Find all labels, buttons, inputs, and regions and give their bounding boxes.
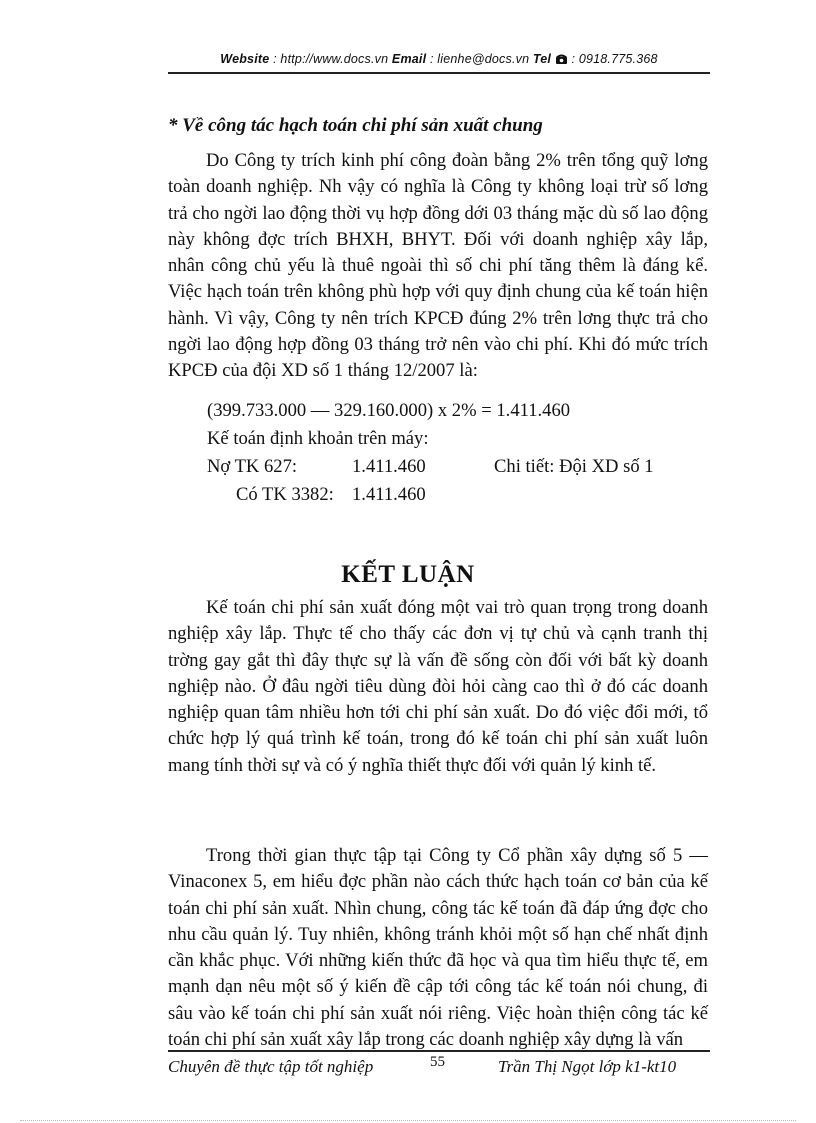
header-divider: [168, 72, 710, 74]
debit-entry: [207, 456, 654, 478]
website-value: : http://www.docs.vn: [269, 52, 392, 66]
footer-divider: [168, 1050, 710, 1052]
credit-account: Có TK 3382:: [236, 484, 334, 505]
page-bottom-border: [20, 1120, 796, 1121]
debit-amount: 1.411.460: [352, 456, 426, 477]
phone-icon: [555, 53, 568, 68]
formula-calculation: [207, 400, 570, 422]
formula-intro: [207, 428, 429, 450]
tel-value: : 0918.775.368: [567, 52, 658, 66]
footer-left-text: Chuyên đề thực tập tốt nghiệp: [168, 1057, 374, 1076]
email-label: Email: [391, 52, 427, 66]
paragraph-overhead-cost: Do Công ty trích kinh phí công đoàn bằng 2% trên tổng quỹ lơng toàn doanh nghiệp. Nh vậy có nghĩa là Công ty không loại trừ số lơng trả cho ngời lao động thời vụ hợp đồng dới 03 tháng mặc dù số lao động này không đợc trích BHXH, BHYT. Đối với doanh nghiệp xây lắp, nhân công chủ yếu là thuê ngoài thì số chi phí tăng thêm là đáng kể. Việc hạch toán trên không phù hợp với quy định chung của kế toán hiện hành. Vì vậy, Công ty nên trích KPCĐ đúng 2% trên lơng thực trả cho ngời lao động hợp đồng 03 tháng trở nên vào chi phí. Khi đó mức trích KPCĐ của đội XD số 1 tháng 12/2007 là:: [168, 150, 708, 382]
formula-intro-text: Kế toán định khoản trên máy:: [207, 428, 429, 449]
paragraph-conclusion-1: Kế toán chi phí sản xuất đóng một vai trò quan trọng trong doanh nghiệp xây lắp. Thực tế cho thấy các đơn vị tự chủ và cạnh tranh thị trờng gay gắt thì đây thực sự là vấn đề sống còn đối với bất kỳ doanh nghiệp nào. Ở đâu ngời tiêu dùng đòi hỏi càng cao thì ở đó các doanh nghiệp quan tâm nhiều hơn tới chi phí sản xuất. Do đó việc đổi mới, tổ chức hợp lý quá trình kế toán, trong đó kế toán chi phí sản xuất luôn mang tính thời sự và có ý nghĩa thiết thực đối với quản lý kinh tế.: [168, 597, 708, 776]
conclusion-heading: KẾT LUẬN: [341, 561, 475, 588]
debit-account: Nợ TK 627:: [207, 456, 298, 477]
tel-label: Tel: [532, 52, 552, 66]
credit-entry: [236, 484, 426, 506]
debit-detail: Chi tiết: Đội XD số 1: [494, 456, 654, 477]
formula-calc: (399.733.000 — 329.160.000) x 2% = 1.411.460: [207, 400, 571, 421]
page-header: [168, 52, 710, 68]
page-number: 55: [430, 1054, 445, 1070]
website-label: Website: [220, 52, 270, 66]
section-title: * Về công tác hạch toán chi phí sản xuất chung: [168, 115, 543, 136]
paragraph-conclusion-2: Trong thời gian thực tập tại Công ty Cổ phần xây dựng số 5 — Vinaconex 5, em hiểu đợc phần nào cách thức hạch toán cơ bản của kế toán chi phí sản xuất. Nhìn chung, công tác kế toán đã đáp ứng đợc cho nhu cầu quản lý. Tuy nhiên, không tránh khỏi một số hạn chế nhất định cần khắc phục. Với những kiến thức đã học và qua tìm hiểu thực tế, em mạnh dạn nêu một số ý kiến đề cập tới công tác kế toán nói chung, đi sâu vào kế toán chi phí sản xuất nói riêng. Việc hoàn thiện công tác kế toán chi phí sản xuất xây lắp trong các doanh nghiệp xây dựng là vấn: [168, 845, 708, 1051]
email-value: : lienhe@docs.vn: [426, 52, 533, 66]
credit-amount: 1.411.460: [352, 484, 426, 505]
footer-right-text: Trần Thị Ngọt lớp k1-kt10: [498, 1057, 677, 1076]
